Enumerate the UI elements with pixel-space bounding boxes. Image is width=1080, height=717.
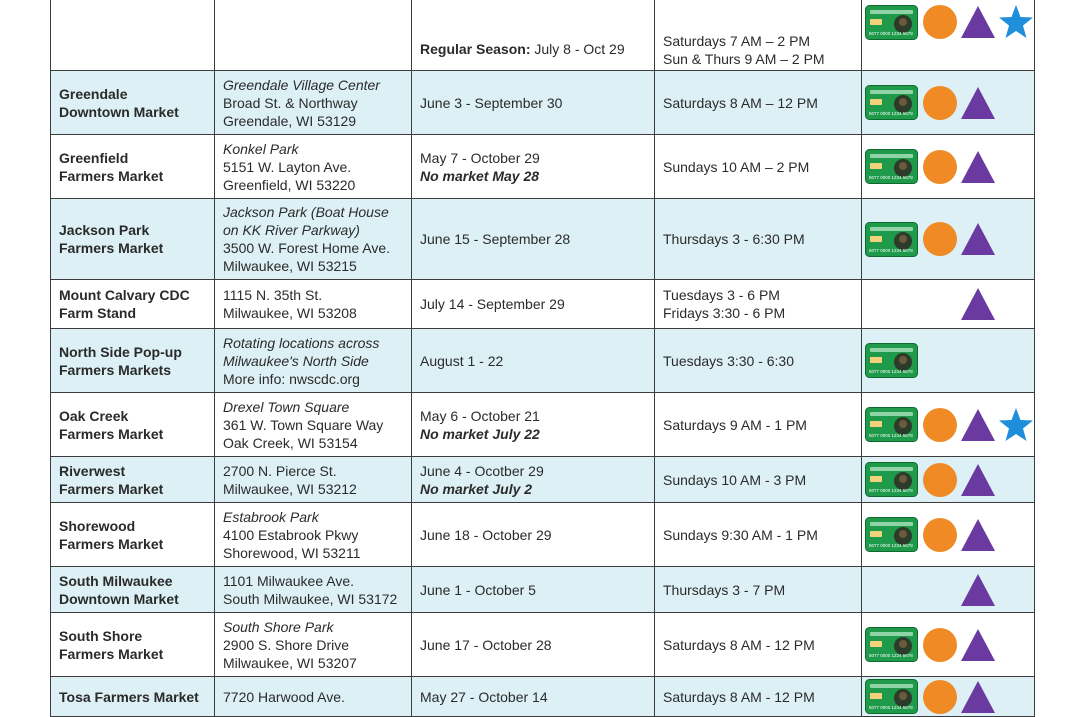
market-hours: Saturdays 8 AM - 12 PM <box>655 677 862 717</box>
purple-triangle-icon <box>960 463 996 497</box>
address-line: 7720 Harwood Ave. <box>223 688 345 705</box>
venue-name: Jackson Park (Boat House on KK River Parkway) <box>223 204 389 238</box>
table-row <box>51 71 1035 135</box>
market-hours: Saturdays 9 AM - 1 PM <box>655 393 862 457</box>
market-location <box>215 280 412 329</box>
purple-triangle-icon <box>960 222 996 256</box>
table-row <box>51 677 1035 717</box>
address-line: Milwaukee, WI 53207 <box>223 654 357 671</box>
market-name: Jackson Park Farmers Market <box>51 199 215 280</box>
market-name: Oak Creek Farmers Market <box>51 393 215 457</box>
season-label: Regular Season: <box>420 41 531 57</box>
market-name: South Shore Farmers Market <box>51 613 215 677</box>
table-row <box>51 280 1035 329</box>
market-dates: June 1 - October 5 <box>412 567 655 613</box>
market-dates: May 27 - October 14 <box>412 677 655 717</box>
market-hours: Tuesdays 3 - 6 PM Fridays 3:30 - 6 PM <box>655 280 862 329</box>
market-location <box>215 199 412 280</box>
market-name: Mount Calvary CDC Farm Stand <box>51 280 215 329</box>
ebt-card-icon <box>865 343 918 378</box>
address-line: Oak Creek, WI 53154 <box>223 434 358 451</box>
market-location <box>215 503 412 567</box>
market-dates: June 3 - September 30 <box>412 71 655 135</box>
venue-name: Konkel Park <box>223 140 299 157</box>
table-row <box>51 503 1035 567</box>
market-icons <box>862 0 1035 71</box>
market-dates: June 15 - September 28 <box>412 199 655 280</box>
purple-triangle-icon <box>960 86 996 120</box>
market-name: Tosa Farmers Market <box>51 677 215 717</box>
address-line: 5151 W. Layton Ave. <box>223 158 352 175</box>
ebt-card-number: 5077 0000 1234 5678 <box>869 247 913 253</box>
ebt-card-icon <box>865 149 918 184</box>
address-line: Greenfield, WI 53220 <box>223 176 356 193</box>
closure-note: No market July 22 <box>420 425 540 442</box>
market-dates: May 6 - October 21 No market July 22 <box>412 393 655 457</box>
purple-triangle-icon <box>960 408 996 442</box>
orange-circle-icon <box>922 149 958 185</box>
ebt-card-icon <box>865 627 918 662</box>
ebt-card-number: 5077 0000 1234 5678 <box>869 543 913 548</box>
market-name: Greendale Downtown Market <box>51 71 215 135</box>
table-row <box>51 567 1035 613</box>
market-icons <box>862 199 1035 280</box>
market-name: Shorewood Farmers Market <box>51 503 215 567</box>
table-row <box>51 0 1035 71</box>
venue-name: Greendale Village Center <box>223 76 380 93</box>
season-dates: July 8 - Oct 29 <box>530 41 625 57</box>
address-line: South Milwaukee, WI 53172 <box>223 590 398 607</box>
market-dates: June 17 - October 28 <box>412 613 655 677</box>
ebt-card-icon <box>865 517 918 552</box>
ebt-card-number: 5077 0000 1234 5678 <box>869 653 913 658</box>
market-location <box>215 393 412 457</box>
blue-star-icon <box>998 407 1034 443</box>
market-dates: July 14 - September 29 <box>412 280 655 329</box>
market-icons <box>862 457 1035 503</box>
blue-star-icon <box>998 4 1034 40</box>
orange-circle-icon <box>922 462 958 498</box>
market-icons <box>862 280 1035 329</box>
market-dates: August 1 - 22 <box>412 329 655 393</box>
address-line: Milwaukee, WI 53208 <box>223 305 357 321</box>
venue-name: Drexel Town Square <box>223 398 350 415</box>
closure-note: No market July 2 <box>420 480 533 497</box>
orange-circle-icon <box>922 4 958 40</box>
ebt-card-number: 5077 0000 1234 5678 <box>869 30 913 36</box>
market-icons <box>862 503 1035 567</box>
market-hours: Saturdays 7 AM – 2 PM Sun & Thurs 9 AM – 2 PM <box>655 0 862 71</box>
venue-name: South Shore Park <box>223 618 334 635</box>
ebt-card-number: 5077 0000 1234 5678 <box>869 433 913 438</box>
purple-triangle-icon <box>960 573 996 607</box>
purple-triangle-icon <box>960 150 996 184</box>
market-icons <box>862 567 1035 613</box>
orange-circle-icon <box>922 407 958 443</box>
market-hours: Saturdays 8 AM – 12 PM <box>655 71 862 135</box>
market-icons <box>862 393 1035 457</box>
market-name: South Milwaukee Downtown Market <box>51 567 215 613</box>
purple-triangle-icon <box>960 680 996 714</box>
purple-triangle-icon <box>960 5 996 39</box>
address-line: 2700 N. Pierce St. <box>223 462 337 479</box>
address-line: 3500 W. Forest Home Ave. <box>223 240 391 256</box>
market-icons <box>862 71 1035 135</box>
venue-name: Rotating locations across Milwaukee's North Side <box>223 334 380 369</box>
market-hours: Sundays 10 AM - 3 PM <box>655 457 862 503</box>
address-line: Shorewood, WI 53211 <box>223 544 361 561</box>
address-line: More info: nwscdc.org <box>223 370 360 387</box>
market-hours: Sundays 9:30 AM - 1 PM <box>655 503 862 567</box>
address-line: Broad St. & Northway <box>223 94 358 111</box>
address-line: 4100 Estabrook Pkwy <box>223 526 359 543</box>
market-name <box>51 0 215 71</box>
market-location <box>215 329 412 393</box>
ebt-card-number: 5077 0000 1234 5678 <box>869 111 913 116</box>
purple-triangle-icon <box>960 518 996 552</box>
orange-circle-icon <box>922 627 958 663</box>
orange-circle-icon <box>922 85 958 121</box>
ebt-card-number: 5077 0000 1234 5678 <box>869 369 913 374</box>
orange-circle-icon <box>922 679 958 715</box>
address-line: Milwaukee, WI 53215 <box>223 258 357 274</box>
ebt-card-icon <box>865 679 918 714</box>
market-location <box>215 71 412 135</box>
market-hours: Sundays 10 AM – 2 PM <box>655 135 862 199</box>
table-row <box>51 457 1035 503</box>
market-icons <box>862 329 1035 393</box>
market-location <box>215 567 412 613</box>
address-line: Greendale, WI 53129 <box>223 112 357 129</box>
orange-circle-icon <box>922 221 958 257</box>
market-hours: Thursdays 3 - 6:30 PM <box>655 199 862 280</box>
ebt-card-number: 5077 0000 1234 5678 <box>869 705 913 710</box>
address-line: 1115 N. 35th St. <box>223 287 323 303</box>
market-dates: June 18 - October 29 <box>412 503 655 567</box>
ebt-card-icon <box>865 222 918 257</box>
market-icons <box>862 613 1035 677</box>
farmers-market-table <box>50 0 1035 717</box>
market-dates: May 7 - October 29 No market May 28 <box>412 135 655 199</box>
ebt-card-number: 5077 0000 1234 5678 <box>869 175 913 180</box>
market-icons <box>862 677 1035 717</box>
ebt-card-icon <box>865 407 918 442</box>
market-hours: Tuesdays 3:30 - 6:30 <box>655 329 862 393</box>
address-line: 1101 Milwaukee Ave. <box>223 572 355 589</box>
address-line: 2900 S. Shore Drive <box>223 636 350 653</box>
market-dates <box>412 0 655 71</box>
closure-note: No market May 28 <box>420 167 540 184</box>
ebt-card-icon <box>865 5 918 40</box>
venue-name: Estabrook Park <box>223 508 319 525</box>
market-location <box>215 0 412 71</box>
table-row <box>51 199 1035 280</box>
market-name: Greenfield Farmers Market <box>51 135 215 199</box>
ebt-card-icon <box>865 462 918 497</box>
market-location <box>215 457 412 503</box>
address-line: Milwaukee, WI 53212 <box>223 480 357 497</box>
market-location <box>215 677 412 717</box>
market-name: North Side Pop-up Farmers Markets <box>51 329 215 393</box>
table-row <box>51 613 1035 677</box>
market-dates: June 4 - Ocotber 29 No market July 2 <box>412 457 655 503</box>
table-row <box>51 393 1035 457</box>
market-hours: Thursdays 3 - 7 PM <box>655 567 862 613</box>
market-location <box>215 613 412 677</box>
market-name: Riverwest Farmers Market <box>51 457 215 503</box>
market-hours: Saturdays 8 AM - 12 PM <box>655 613 862 677</box>
ebt-card-icon <box>865 85 918 120</box>
orange-circle-icon <box>922 517 958 553</box>
market-location <box>215 135 412 199</box>
table-row <box>51 135 1035 199</box>
ebt-card-number: 5077 0000 1234 5678 <box>869 488 913 493</box>
address-line: 361 W. Town Square Way <box>223 416 384 433</box>
purple-triangle-icon <box>960 628 996 662</box>
table-row <box>51 329 1035 393</box>
purple-triangle-icon <box>960 287 996 321</box>
market-icons <box>862 135 1035 199</box>
